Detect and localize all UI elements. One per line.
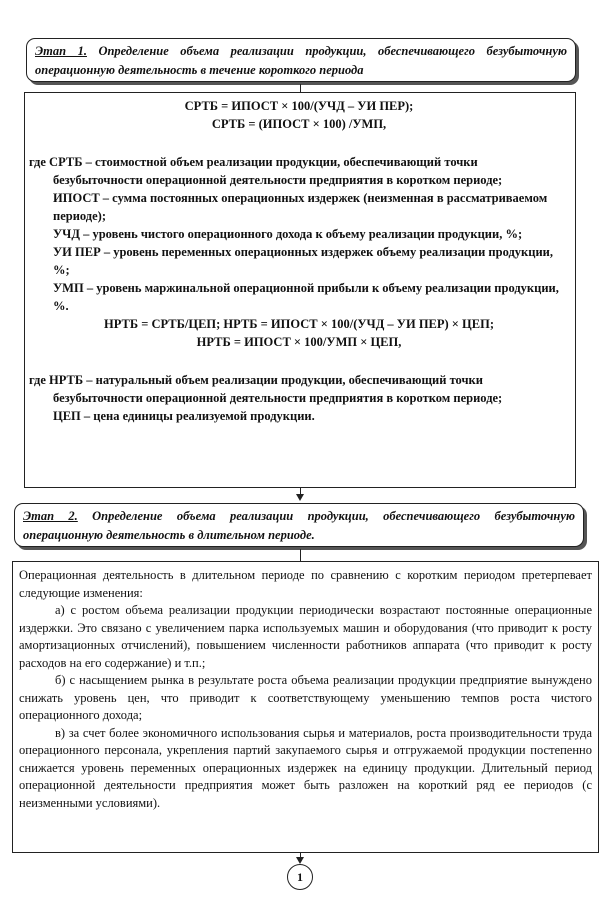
long-period-text-box — [12, 561, 599, 853]
definition-hp-lead: где НРТБ – натуральный объем реализации продукции, обеспечивающий точки — [29, 373, 483, 387]
long-period-intro: Операционная деятельность в длительном периоде по сравнению с коротким периодом претерпевает следующие изменения: — [19, 568, 592, 600]
formula-cp-1: СРТБ = ИПОСТ × 100/(УЧД – УИ ПЕР); — [184, 99, 414, 113]
definition-uiper: УИ ПЕР – уровень переменных операционных издержек объему реализации продукции, %; — [53, 245, 553, 277]
arrow-down-icon — [296, 857, 304, 864]
long-period-item-b: б) с насыщением рынка в результате роста объема реализации продукции предприятие вынуждено снижать уровень цен, что приводит к соответствующему уменьшению темпов роста чистого операционного дохода; — [19, 673, 592, 722]
definition-cp-1: безубыточности операционной деятельности предприятия в коротком периоде; — [53, 173, 503, 187]
definition-hp-1: безубыточности операционной деятельности предприятия в коротком периоде; — [53, 391, 503, 405]
connector-line — [300, 549, 301, 561]
stage-1-label: Этап 1. — [35, 44, 87, 58]
definition-cep: ЦЕП – цена единицы реализуемой продукции. — [53, 409, 315, 423]
formula-hp-1: НРТБ = СРТБ/ЦЕП; НРТБ = ИПОСТ × 100/(УЧД – УИ ПЕР) × ЦЕП; — [103, 317, 495, 331]
stage-1-title: Определение объема реализации продукции, обеспечивающего безубыточную операционную деятельность в течение короткого периода — [35, 44, 568, 77]
stage-2-label: Этап 2. — [23, 509, 78, 523]
long-period-item-a: а) с ростом объема реализации продукции периодически возрастают постоянные операционные издержки. Это связано с увеличением парка используемых машин и оборудования (что приводит к росту амортизационных отчислений), повышением численности работников аппарата (что приводит к росту расходов на его содержание) и т.п.; — [19, 603, 592, 670]
definition-uchd: УЧД – уровень чистого операционного дохода к объему реализации продукции, %; — [53, 227, 523, 241]
stage-1-box — [26, 38, 576, 82]
formula-hp-2: НРТБ = ИПОСТ × 100/УМП × ЦЕП, — [196, 335, 402, 349]
stage-2-title: Определение объема реализации продукции, обеспечивающего безубыточную операционную деятельность в длительном периоде. — [23, 509, 575, 542]
formula-cp-2: СРТБ = (ИПОСТ × 100) /УМП, — [211, 117, 387, 131]
connector-line — [300, 84, 301, 92]
definition-ump: УМП – уровень маржинальной операционной прибыли к объему реализации продукции, %. — [53, 281, 559, 313]
definition-cp-lead: где СРТБ – стоимостной объем реализации продукции, обеспечивающий точки — [29, 155, 478, 169]
long-period-item-c: в) за счет более экономичного использования сырья и материалов, роста производительности труда операционного персонала, укрепления партий закупаемого сырья и отгружаемой продукции постепенно снижается уровень переменных операционных издержек на единицу продукции. Длительный период операционной деятельности предприятия может быть разложен на короткий ряд ее периодов (с неизменными условиями). — [19, 725, 592, 810]
stage-2-box — [14, 503, 584, 547]
arrow-down-icon — [296, 494, 304, 501]
page-connector-circle: 1 — [287, 864, 313, 890]
short-period-formulas-box — [24, 92, 576, 488]
definition-ipost: ИПОСТ – сумма постоянных операционных издержек (неизменная в рассматриваемом периоде); — [53, 191, 548, 223]
